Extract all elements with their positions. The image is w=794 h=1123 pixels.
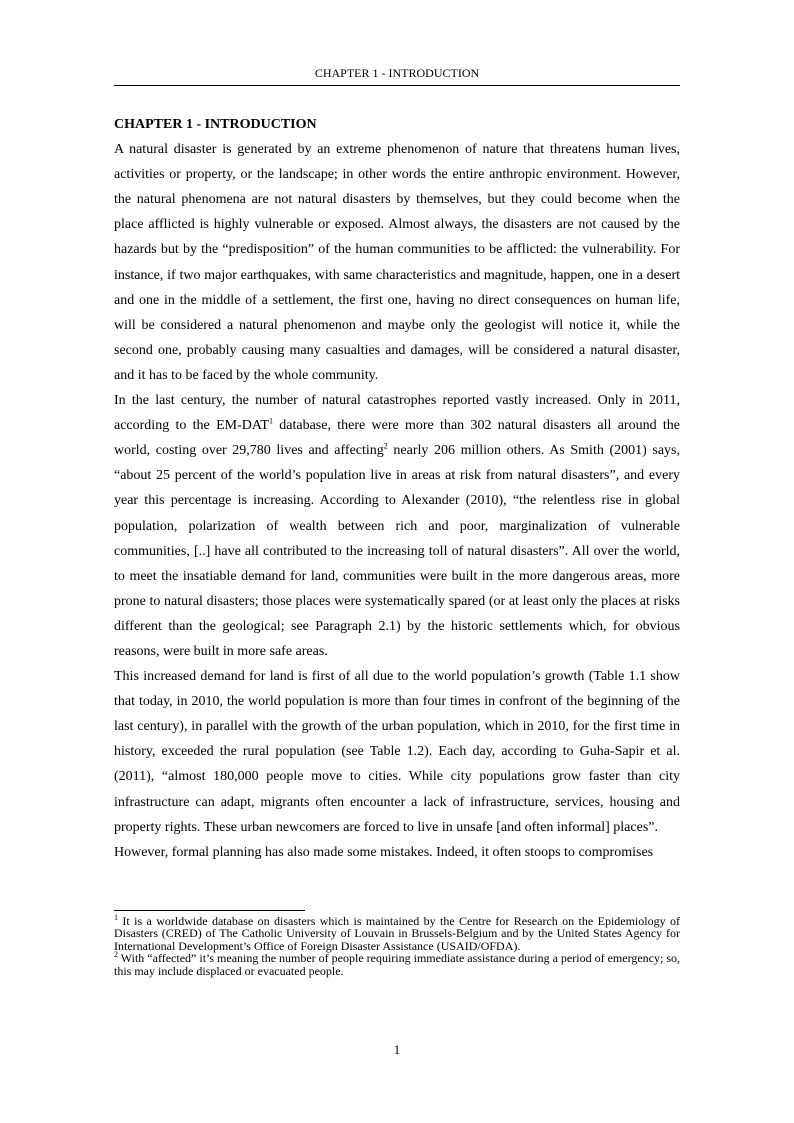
footnote-1-mark: 1 [114, 913, 118, 922]
paragraph-3: This increased demand for land is first of all due to the world population’s growth (Table 1.1 show that today, in 2010, the world population is more than four times in confront of the beginning of the last century), in parallel with the growth of the urban population, which in 2010, for the first time in history, exceeded the rural population (see Table 1.2). Each day, according to Guha-Sapir et al. (2011), “almost 180,000 people move to cities. While city populations grow faster than city infrastructure can adapt, migrants often encounter a lack of infrastructure, services, housing and property rights. These urban newcomers are forced to live in unsafe [and often informal] places”. [114, 669, 680, 835]
footnote-rule [114, 910, 305, 911]
paragraph-1: A natural disaster is generated by an extreme phenomenon of nature that threatens human lives, activities or property, or the landscape; in other words the entire anthropic environment. However, the natural phenomena are not natural disasters by themselves, but they could become when the place afflicted is highly vulnerable or exposed. Almost always, the disasters are not caused by the hazards but by the “predisposition” of the human communities to be afflicted: the vulnerability. For instance, if two major earthquakes, with same characteristics and magnitude, happen, one in a desert and one in the middle of a settlement, the first one, having no direct consequences on human life, will be considered a natural phenomenon and maybe only the geologist will notice it, while the second one, probably causing many casualties and damages, will be considered a natural disaster, and it has to be faced by the whole community. [114, 142, 680, 383]
footnote-2 [114, 952, 680, 977]
header-rule [114, 85, 680, 86]
paragraph-4: However, formal planning has also made some mistakes. Indeed, it often stoops to compromises [114, 844, 654, 860]
paragraph-2-part-b: database, there were more than 302 natural disasters all around the world, costing over 29,780 lives and affecting [114, 418, 680, 459]
page-number: 1 [393, 1042, 401, 1057]
footnote-ref-1: 1 [268, 416, 273, 426]
footnote-2-text: With “affected” it’s meaning the number of people requiring immediate assistance during a period of emergency; so, this may include displaced or evacuated people. [114, 951, 681, 978]
paragraph-2-part-a: In the last century, the number of natural catastrophes reported vastly increased. Only in 2011, according to the EM-DAT [114, 393, 680, 434]
running-header: CHAPTER 1 - INTRODUCTION [314, 66, 480, 80]
footnote-ref-2: 2 [383, 441, 388, 451]
footnote-1 [114, 915, 680, 952]
footnotes [114, 915, 680, 977]
paragraph-2-part-c: nearly 206 million others. As Smith (2001) says, “about 25 percent of the world’s population live in areas at risk from natural disasters”, and every year this percentage is increasing. According to Alexander (2010), “the relentless rise in global population, polarization of wealth between rich and poor, marginalization of vulnerable communities, [..] have all contributed to the increasing toll of natural disasters”. All over the world, to meet the insatiable demand for land, communities were built in the more dangerous areas, more prone to natural disasters; those places were systematically spared (or at least only the places at risks different than the geological; see Paragraph 2.1) by the historic settlements which, for obvious reasons, were built in more safe areas. [114, 443, 680, 659]
main-content [114, 112, 680, 865]
chapter-heading: CHAPTER 1 - INTRODUCTION [114, 117, 317, 132]
footnote-2-mark: 2 [114, 950, 118, 960]
footnote-1-text: It is a worldwide database on disasters which is maintained by the Centre for Research on the Epidemiology of Disasters (CRED) of The Catholic University of Louvain in Brussels-Belgium and by the United States Agency for International Development’s Office of Foreign Disaster Assistance (USAID/OFDA). [114, 914, 680, 953]
paragraph-2 [114, 388, 680, 664]
